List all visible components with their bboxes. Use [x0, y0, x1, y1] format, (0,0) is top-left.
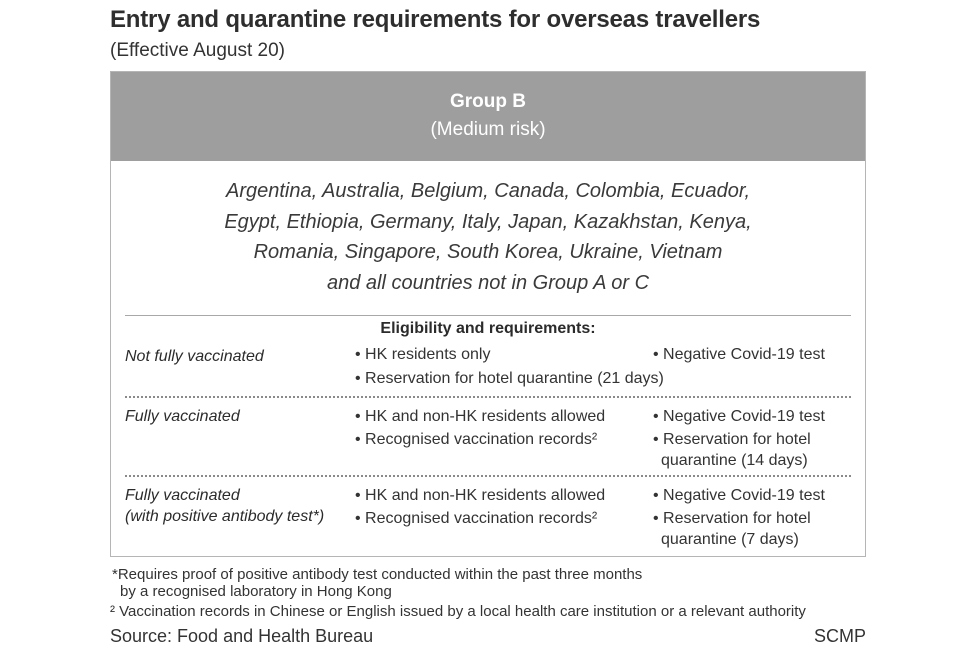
country-line: Argentina, Australia, Belgium, Canada, Colombia, Ecuador, [226, 180, 750, 202]
row-requirement: • HK and non-HK residents allowed [355, 408, 606, 425]
footnote: by a recognised laboratory in Hong Kong [120, 583, 392, 600]
row-requirement: • Reservation for hotel [653, 510, 811, 527]
country-line: and all countries not in Group A or C [326, 271, 650, 294]
row-category: Fully vaccinated [125, 487, 240, 504]
row-requirement: • HK residents only [355, 346, 491, 363]
footnote: *Requires proof of positive antibody test conducted within the past three months [112, 566, 643, 583]
row-category: (with positive antibody test*) [125, 508, 325, 525]
country-line: Egypt, Ethiopia, Germany, Italy, Japan, Kazakhstan, Kenya, [224, 210, 752, 233]
row-requirement: quarantine (7 days) [661, 531, 799, 548]
row-category: Not fully vaccinated [125, 348, 264, 365]
row-requirement: • Recognised vaccination records² [355, 510, 598, 527]
group-header [111, 72, 865, 161]
row-requirement: • Negative Covid-19 test [653, 408, 825, 425]
source-label: Source: Food and Health Bureau [110, 626, 374, 646]
row-divider [125, 475, 851, 477]
row-divider [125, 396, 851, 398]
page-title: Entry and quarantine requirements for overseas travellers [110, 6, 761, 33]
page-subtitle: (Effective August 20) [110, 40, 285, 61]
credit-label: SCMP [813, 626, 866, 646]
row-requirement: • Reservation for hotel [653, 431, 811, 448]
row-requirement: • Negative Covid-19 test [653, 487, 825, 504]
country-line: Romania, Singapore, South Korea, Ukraine, Vietnam [253, 241, 723, 263]
footnote: ² Vaccination records in Chinese or English issued by a local health care institution or a relevant authority [110, 603, 806, 620]
country-list [111, 176, 865, 298]
group-risk: (Medium risk) [430, 119, 546, 140]
row-requirement: • Negative Covid-19 test [653, 346, 825, 363]
row-category: Fully vaccinated [125, 408, 240, 425]
eligibility-heading: Eligibility and requirements: [380, 320, 596, 337]
row-requirement: • Reservation for hotel quarantine (21 days) [355, 370, 664, 387]
section-divider [125, 315, 851, 316]
row-requirement: • HK and non-HK residents allowed [355, 487, 606, 504]
group-card [110, 71, 866, 557]
group-name: Group B [450, 91, 526, 112]
row-requirement: • Recognised vaccination records² [355, 431, 598, 448]
row-requirement: quarantine (14 days) [661, 452, 808, 469]
